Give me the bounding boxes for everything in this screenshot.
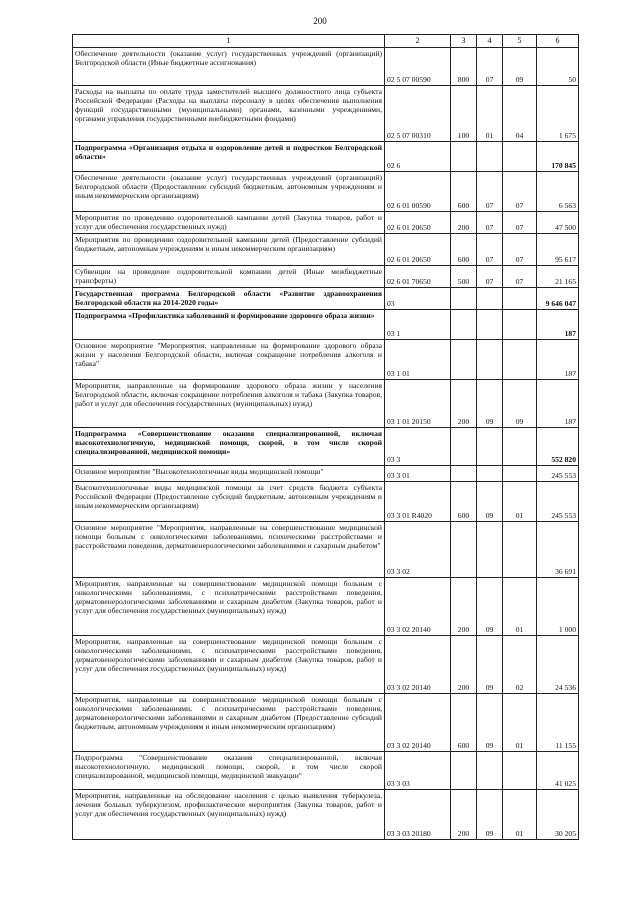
amount-cell: 187 (537, 380, 579, 428)
amount-cell: 552 820 (537, 428, 579, 466)
target-code-cell: 03 3 02 20140 (385, 694, 451, 752)
amount-cell: 187 (537, 340, 579, 380)
expense-type-cell: 800 (451, 48, 477, 86)
target-code-cell: 02 6 01 00590 (385, 172, 451, 212)
amount-cell: 11 155 (537, 694, 579, 752)
table-row (73, 212, 579, 234)
expense-type-cell (451, 142, 477, 172)
column-number-row (73, 35, 579, 48)
section-cell (477, 752, 503, 790)
item-name-cell: Мероприятия, направленные на формирование здорового образа жизни у населения Белгородской области, включая сокращение потребления алкоголя и табака (Закупка товаров, работ и услуг для обеспечения государственных (муниципальных) нужд) (73, 380, 385, 428)
table-row (73, 340, 579, 380)
amount-cell: 1 000 (537, 578, 579, 636)
section-cell: 07 (477, 234, 503, 266)
subsection-cell: 09 (503, 48, 537, 86)
table-row (73, 790, 579, 840)
subsection-cell (503, 142, 537, 172)
item-name-cell: Субвенции на проведение оздоровительной компании детей (Иные межбюджетные трансферты) (73, 266, 385, 288)
amount-cell: 50 (537, 48, 579, 86)
item-name-cell: Высокотехнологичные виды медицинской помощи за счет средств бюджета субъекта Российской Федерации (Предоставление субсидий бюджетным, автономным учреждениям и иным некоммерческим организациям) (73, 482, 385, 522)
subsection-cell: 02 (503, 636, 537, 694)
section-cell: 09 (477, 694, 503, 752)
section-cell: 07 (477, 212, 503, 234)
table-row (73, 466, 579, 482)
subsection-cell: 01 (503, 694, 537, 752)
amount-cell: 245 553 (537, 482, 579, 522)
expense-type-cell: 600 (451, 172, 477, 212)
table-row (73, 578, 579, 636)
amount-cell: 21 165 (537, 266, 579, 288)
amount-cell: 187 (537, 310, 579, 340)
subsection-cell: 07 (503, 212, 537, 234)
table-row (73, 172, 579, 212)
item-name-cell: Подпрограмма «Профилактика заболеваний и формирование здорового образа жизни» (73, 310, 385, 340)
target-code-cell: 02 6 01 20650 (385, 212, 451, 234)
subsection-cell (503, 428, 537, 466)
amount-cell: 47 500 (537, 212, 579, 234)
target-code-cell: 02 6 (385, 142, 451, 172)
item-name-cell: Мероприятия, направленные на совершенствование медицинской помощи больным с онкологическими заболеваниями, с психиатрическими расстройствами поведения, дерматовенерологическими заболеваниями и сахарным диабетом (Предоставление субсидий бюджетным, автономным учреждениям и иным некоммерческим организациям) (73, 694, 385, 752)
expense-type-cell (451, 428, 477, 466)
target-code-cell: 02 6 01 70650 (385, 266, 451, 288)
target-code-cell: 03 3 03 (385, 752, 451, 790)
table-row (73, 482, 579, 522)
column-header: 6 (537, 35, 579, 48)
subsection-cell: 07 (503, 234, 537, 266)
item-name-cell: Подпрограмма "Совершенствование оказания специализированной, включая высокотехнологичную, медицинской помощи, скорой, в том числе скорой специализированной, медицинской помощи, медицинской эвакуации" (73, 752, 385, 790)
target-code-cell: 03 3 01 R4020 (385, 482, 451, 522)
item-name-cell: Мероприятия, направленные на совершенствование медицинской помощи больным с онкологическими заболеваниями, с психиатрическими расстройствами поведения, дерматовенерологическими заболеваниями и сахарным диабетом (Закупка товаров, работ и услуг для обеспечения государственных (муниципальных) нужд) (73, 636, 385, 694)
section-cell: 09 (477, 790, 503, 840)
table-row (73, 694, 579, 752)
subsection-cell: 04 (503, 86, 537, 142)
target-code-cell: 03 1 01 20150 (385, 380, 451, 428)
table-row (73, 380, 579, 428)
subsection-cell (503, 288, 537, 310)
target-code-cell: 03 3 02 20140 (385, 578, 451, 636)
section-cell: 07 (477, 266, 503, 288)
target-code-cell: 03 (385, 288, 451, 310)
section-cell (477, 428, 503, 466)
item-name-cell: Государственная программа Белгородской области «Развитие здравоохранения Белгородской области на 2014-2020 годы» (73, 288, 385, 310)
subsection-cell: 01 (503, 790, 537, 840)
column-header: 1 (73, 35, 385, 48)
section-cell (477, 340, 503, 380)
expense-type-cell: 200 (451, 790, 477, 840)
expense-type-cell (451, 288, 477, 310)
subsection-cell: 01 (503, 482, 537, 522)
section-cell (477, 522, 503, 578)
expense-type-cell (451, 522, 477, 578)
table-row (73, 86, 579, 142)
section-cell (477, 466, 503, 482)
table-row (73, 428, 579, 466)
subsection-cell (503, 310, 537, 340)
expense-type-cell: 200 (451, 212, 477, 234)
table-row (73, 288, 579, 310)
amount-cell: 245 553 (537, 466, 579, 482)
subsection-cell: 09 (503, 380, 537, 428)
expense-type-cell: 600 (451, 482, 477, 522)
target-code-cell: 03 3 03 20180 (385, 790, 451, 840)
target-code-cell: 03 3 01 (385, 466, 451, 482)
expense-type-cell: 200 (451, 578, 477, 636)
item-name-cell: Основное мероприятие "Мероприятия, направленные на совершенствование медицинской помощи больным с онкологическими заболеваниями, психическими расстройствами и расстройствами поведения, дерматовенерологическими заболеваниями и сахарным диабетом" (73, 522, 385, 578)
table-row (73, 266, 579, 288)
section-cell (477, 142, 503, 172)
expense-type-cell: 200 (451, 380, 477, 428)
subsection-cell (503, 752, 537, 790)
section-cell (477, 310, 503, 340)
amount-cell: 24 536 (537, 636, 579, 694)
column-header: 3 (451, 35, 477, 48)
column-header: 2 (385, 35, 451, 48)
budget-table (72, 34, 579, 840)
amount-cell: 36 691 (537, 522, 579, 578)
section-cell: 09 (477, 482, 503, 522)
amount-cell: 6 563 (537, 172, 579, 212)
item-name-cell: Мероприятия, направленные на обследование населения с целью выявления туберкулеза, лечения больных туберкулезом, профилактические мероприятия (Закупка товаров, работ и услуг для обеспечения государственных (муниципальных) нужд) (73, 790, 385, 840)
amount-cell: 30 205 (537, 790, 579, 840)
section-cell (477, 288, 503, 310)
amount-cell: 1 675 (537, 86, 579, 142)
item-name-cell: Основное мероприятие "Высокотехнологичные виды медицинской помощи" (73, 466, 385, 482)
item-name-cell: Обеспечение деятельности (оказание услуг) государственных учреждений (организаций) Белгородской области (Предоставление субсидий бюджетным, автономным учреждениям и иным некоммерческим организациям) (73, 172, 385, 212)
expense-type-cell (451, 466, 477, 482)
table-row (73, 522, 579, 578)
expense-type-cell: 200 (451, 636, 477, 694)
table-row (73, 310, 579, 340)
table-row (73, 636, 579, 694)
amount-cell: 95 617 (537, 234, 579, 266)
subsection-cell: 07 (503, 172, 537, 212)
item-name-cell: Основное мероприятие "Мероприятия, направленные на формирование здорового образа жизни у населения Белгородской области, включая сокращение потребления алкоголя и табака" (73, 340, 385, 380)
table-row (73, 234, 579, 266)
section-cell: 09 (477, 578, 503, 636)
expense-type-cell (451, 752, 477, 790)
column-header: 4 (477, 35, 503, 48)
target-code-cell: 03 3 02 20140 (385, 636, 451, 694)
table-row (73, 48, 579, 86)
subsection-cell (503, 466, 537, 482)
section-cell: 07 (477, 172, 503, 212)
expense-type-cell: 600 (451, 234, 477, 266)
subsection-cell (503, 522, 537, 578)
amount-cell: 9 646 047 (537, 288, 579, 310)
expense-type-cell: 100 (451, 86, 477, 142)
item-name-cell: Расходы на выплаты по оплате труда заместителей высшего должностного лица субъекта Российской Федерации (Расходы на выплаты персоналу в целях обеспечения выполнения функций государственными (муниципальными) органами, казенными учреждениями, органами управления государственными внебюджетными фондами) (73, 86, 385, 142)
expense-type-cell (451, 310, 477, 340)
subsection-cell: 07 (503, 266, 537, 288)
expense-type-cell: 500 (451, 266, 477, 288)
item-name-cell: Мероприятия, направленные на совершенствование медицинской помощи больным с онкологическими заболеваниями, с психиатрическими расстройствами поведения, дерматовенерологическими заболеваниями и сахарным диабетом (Закупка товаров, работ и услуг для обеспечения государственных (муниципальных) нужд) (73, 578, 385, 636)
column-header: 5 (503, 35, 537, 48)
section-cell: 09 (477, 636, 503, 694)
amount-cell: 41 025 (537, 752, 579, 790)
subsection-cell (503, 340, 537, 380)
expense-type-cell: 600 (451, 694, 477, 752)
page-number: 200 (313, 16, 327, 26)
table-row (73, 752, 579, 790)
item-name-cell: Мероприятия по проведению оздоровительной кампании детей (Предоставление субсидий бюджетным, автономным учреждениям и иным некоммерческим организациям) (73, 234, 385, 266)
target-code-cell: 03 1 01 (385, 340, 451, 380)
target-code-cell: 02 6 01 20650 (385, 234, 451, 266)
item-name-cell: Подпрограмма «Организация отдыха и оздоровление детей и подростков Белгородской области» (73, 142, 385, 172)
target-code-cell: 02 5 07 00590 (385, 48, 451, 86)
item-name-cell: Мероприятия по проведению оздоровительной кампании детей (Закупка товаров, работ и услуг для обеспечения государственных нужд) (73, 212, 385, 234)
item-name-cell: Обеспечение деятельности (оказание услуг) государственных учреждений (организаций) Белгородской области (Иные бюджетные ассигнования) (73, 48, 385, 86)
section-cell: 01 (477, 86, 503, 142)
section-cell: 07 (477, 48, 503, 86)
expense-type-cell (451, 340, 477, 380)
section-cell: 09 (477, 380, 503, 428)
item-name-cell: Подпрограмма «Совершенствование оказания специализированной, включая высокотехнологичную, медицинской помощи, скорой, в том числе скорой специализированной, медицинской помощи» (73, 428, 385, 466)
subsection-cell: 01 (503, 578, 537, 636)
table-row (73, 142, 579, 172)
target-code-cell: 03 1 (385, 310, 451, 340)
target-code-cell: 02 5 07 00310 (385, 86, 451, 142)
target-code-cell: 03 3 (385, 428, 451, 466)
amount-cell: 170 845 (537, 142, 579, 172)
target-code-cell: 03 3 02 (385, 522, 451, 578)
